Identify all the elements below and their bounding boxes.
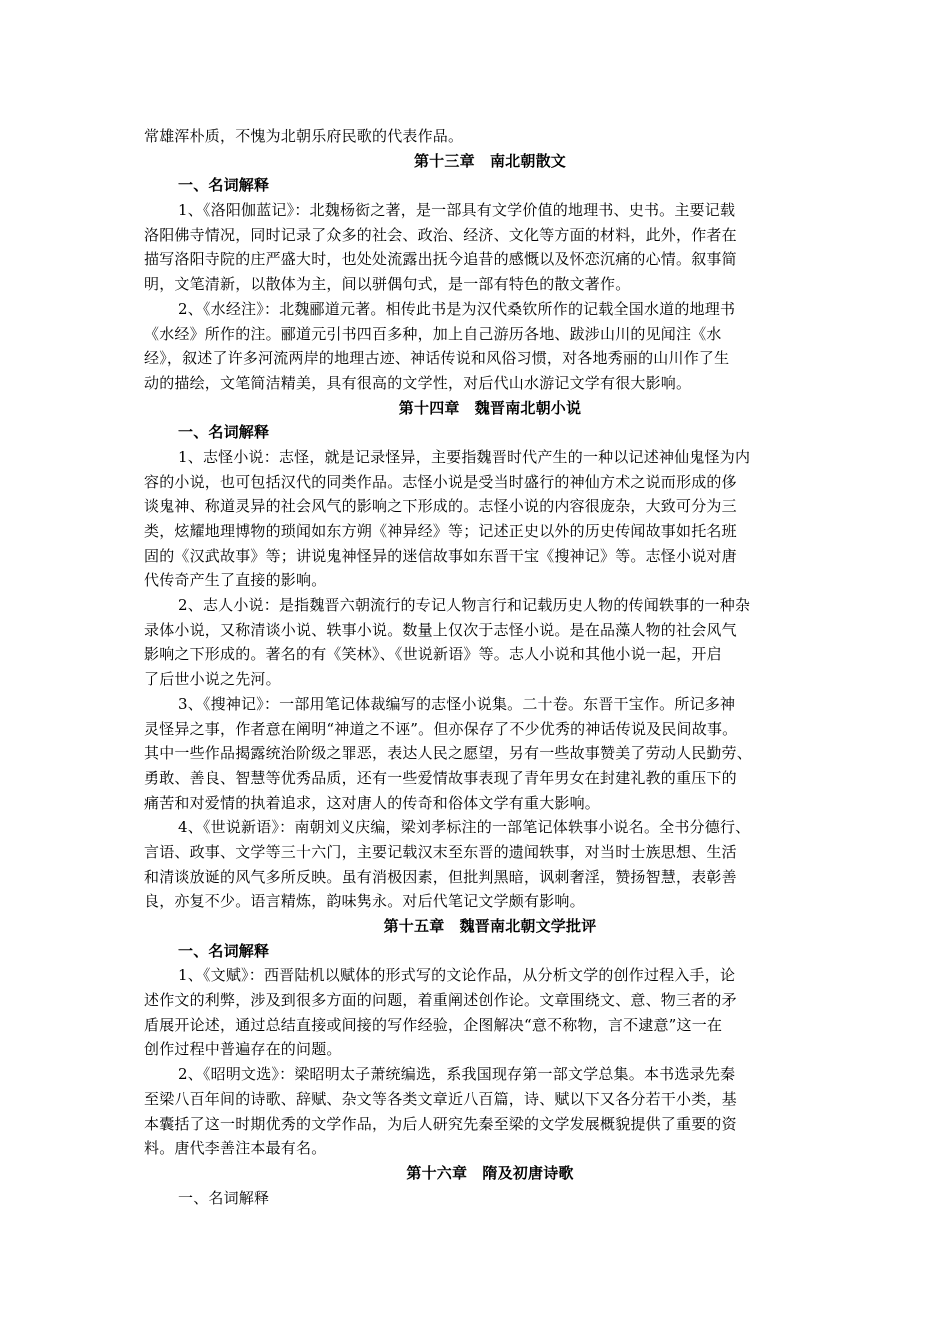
text-block	[144, 124, 816, 149]
paragraph-line: 录体小说，又称清谈小说、轶事小说。数量上仅次于志怪小说。是在品藻人物的社会风气	[144, 620, 737, 639]
paragraph	[144, 593, 816, 692]
paragraph-line: 常雄浑朴质，不愧为北朝乐府民歌的代表作品。	[144, 127, 464, 145]
paragraph-line: 2、《水经注》：北魏郦道元著。相传此书是为汉代桑钦所作的记载全国水道的地理书	[178, 299, 736, 318]
paragraph-line: 描写洛阳寺院的庄严盛大时，也处处流露出抚今追昔的感慨以及怀恋沉痛的心情。叙事简	[144, 250, 737, 269]
document-page	[144, 124, 816, 1210]
paragraph-line: 盾展开论述，通过总结直接或间接的写作经验，企图解决“意不称物，言不逮意”这一在	[144, 1015, 723, 1034]
paragraph-line: 其中一些作品揭露统治阶级之罪恶，表达人民之愿望，另有一些故事赞美了劳动人民勤劳、	[144, 744, 753, 763]
paragraph-line: 述作文的利弊，涉及到很多方面的问题，着重阐述创作论。文章围绕文、意、物三者的矛	[144, 991, 737, 1010]
paragraph-line: 固的《汉武故事》等；讲说鬼神怪异的迷信故事如东晋干宝《搜神记》等。志怪小说对唐	[144, 546, 737, 565]
chapter-title: 第十六章 隋及初唐诗歌	[406, 1163, 574, 1182]
paragraph	[144, 815, 816, 914]
paragraph-line: 勇敢、善良、智慧等优秀品质，还有一些爱情故事表现了青年男女在封建礼教的重压下的	[144, 768, 737, 787]
paragraph-line: 1、《文赋》：西晋陆机以赋体的形式写的文论作品，从分析文学的创作过程入手，论	[178, 966, 736, 985]
section-heading: 一、名词解释	[178, 1188, 270, 1207]
paragraph-line: 痛苦和对爱情的执着追求，这对唐人的传奇和俗体文学有重大影响。	[144, 793, 601, 812]
paragraph-line: 容的小说，也可包括汉代的同类作品。志怪小说是受当时盛行的神仙方术之说而形成的侈	[144, 472, 737, 491]
paragraph-line: 了后世小说之先河。	[144, 670, 281, 689]
paragraph-line: 类，炫耀地理博物的琐闻如东方朔《神异经》等；记述正史以外的历史传闻故事如托名班	[144, 522, 737, 540]
section-heading: 一、名词解释	[178, 423, 270, 442]
paragraph-line: 本囊括了这一时期优秀的文学作品，为后人研究先秦至梁的文学发展概貌提供了重要的资	[144, 1114, 737, 1133]
paragraph-line: 明，文笔清新，以散体为主，间以骈偶句式，是一部有特色的散文著作。	[144, 275, 631, 294]
paragraph-line: 洛阳佛寺情况，同时记录了众多的社会、政治、经济、文化等方面的材料，此外，作者在	[144, 225, 737, 244]
paragraph-line: 言语、政事、文学等三十六门，主要记载汉末至东晋的遗闻轶事，对当时士族思想、生活	[144, 842, 737, 861]
paragraph-line: 灵怪异之事，作者意在阐明“神道之不诬”。但亦保存了不少优秀的神话传说及民间故事。	[144, 719, 738, 738]
paragraph	[144, 963, 816, 1062]
paragraph-line: 1、志怪小说：志怪，就是记录怪异，主要指魏晋时代产生的一种以记述神仙鬼怪为内	[178, 447, 751, 466]
paragraph	[144, 198, 816, 297]
paragraph-line: 和清谈放诞的风气多所反映。虽有消极因素，但批判黑暗，讽刺奢淫，赞扬智慧，表彰善	[144, 867, 737, 886]
chapter-title: 第十三章 南北朝散文	[413, 151, 566, 170]
chapter-title: 第十四章 魏晋南北朝小说	[398, 398, 582, 417]
paragraph-line: 2、《昭明文选》：梁昭明太子萧统编选，系我国现存第一部文学总集。本书选录先秦	[178, 1065, 736, 1084]
paragraph-line: 经》，叙述了许多河流两岸的地理古迹、神话传说和风俗习惯，对各地秀丽的山川作了生	[144, 349, 730, 368]
paragraph-line: 谈鬼神、称道灵异的社会风气的影响之下形成的。志怪小说的内容很庞杂，大致可分为三	[144, 497, 737, 516]
paragraph-line: 创作过程中普遍存在的问题。	[144, 1040, 342, 1059]
paragraph	[144, 445, 816, 593]
paragraph-line: 动的描绘，文笔简洁精美，具有很高的文学性，对后代山水游记文学有很大影响。	[144, 373, 692, 392]
paragraph-line: 料。唐代李善注本最有名。	[144, 1139, 327, 1158]
paragraph-line: 良，亦复不少。语言精炼，韵味隽永。对后代笔记文学颇有影响。	[144, 892, 585, 911]
paragraph-line: 4、《世说新语》：南朝刘义庆编，梁刘孝标注的一部笔记体轶事小说名。全书分德行、	[178, 818, 751, 837]
paragraph-line: 代传奇产生了直接的影响。	[144, 571, 327, 590]
chapter-title: 第十五章 魏晋南北朝文学批评	[383, 917, 597, 935]
paragraph	[144, 692, 816, 815]
paragraph-line: 至梁八百年间的诗歌、辞赋、杂文等各类文章近八百篇，诗、赋以下又各分若干小类，基	[144, 1089, 737, 1108]
paragraph-line: 《水经》所作的注。郦道元引书四百多种，加上自己游历各地、跋涉山川的见闻注《水	[144, 324, 722, 343]
section-heading: 一、名词解释	[178, 176, 270, 195]
paragraph-line: 1、《洛阳伽蓝记》：北魏杨衒之著，是一部具有文学价值的地理书、史书。主要记载	[178, 201, 736, 220]
section-heading: 一、名词解释	[178, 941, 270, 960]
paragraph-line: 3、《搜神记》：一部用笔记体裁编写的志怪小说集。二十卷。东晋干宝作。所记多神	[178, 694, 736, 713]
paragraph	[144, 1062, 816, 1161]
paragraph-line: 影响之下形成的。著名的有《笑林》、《世说新语》等。志人小说和其他小说一起，开启	[144, 645, 722, 664]
paragraph	[144, 297, 816, 396]
paragraph-line: 2、志人小说：是指魏晋六朝流行的专记人物言行和记载历史人物的传闻轶事的一种杂	[178, 596, 751, 615]
